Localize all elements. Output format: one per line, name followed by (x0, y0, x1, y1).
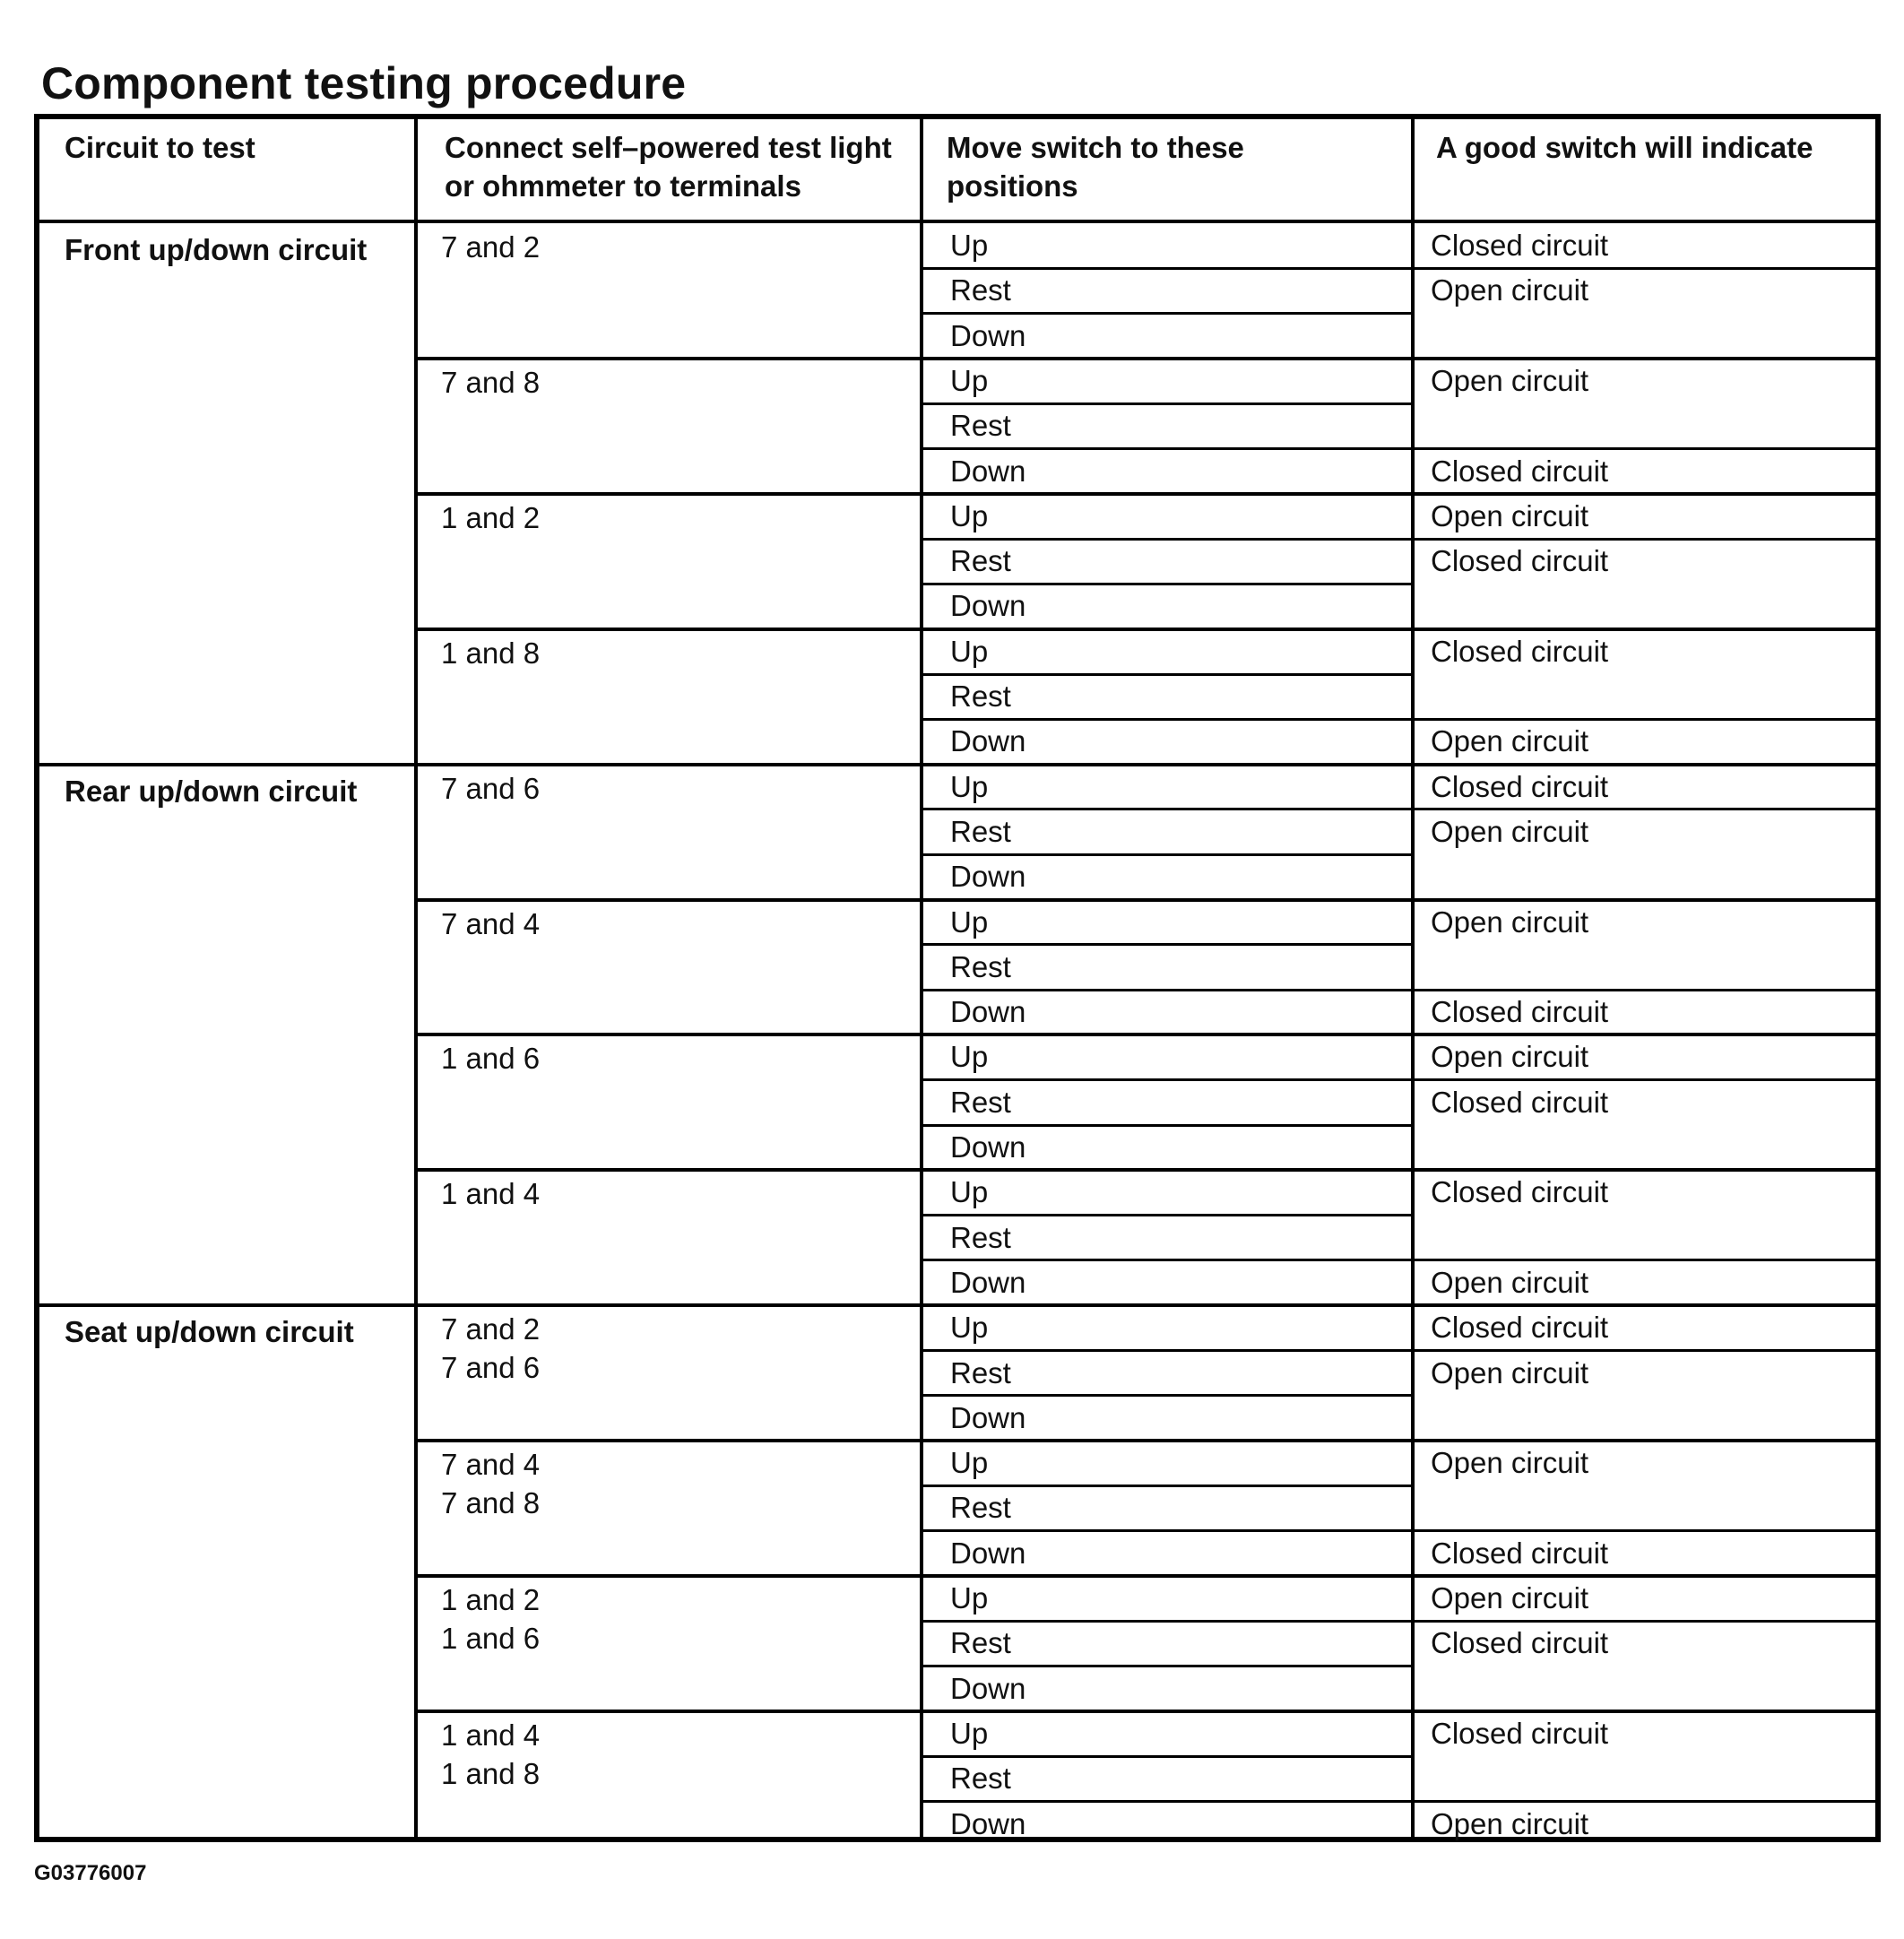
result-cell: Closed circuit (1431, 1175, 1609, 1209)
switch-position-down: Down (950, 724, 1026, 758)
switch-position-rest: Rest (950, 1626, 1011, 1660)
result-cell: Closed circuit (1431, 1626, 1609, 1660)
terminals-cell (416, 494, 922, 629)
page-title: Component testing procedure (41, 58, 687, 108)
switch-position-rest: Rest (950, 273, 1011, 307)
row-divider (922, 1485, 1413, 1487)
terminal-pair: 7 and 4 (441, 1448, 541, 1482)
result-cell: Closed circuit (1431, 995, 1609, 1029)
terminals-cell (416, 1711, 922, 1847)
row-divider (922, 1620, 1413, 1623)
terminal-pair: 1 and 8 (441, 1756, 541, 1790)
terminal-pair: 1 and 6 (441, 1622, 541, 1655)
result-cell: Open circuit (1431, 363, 1589, 397)
row-divider (922, 1755, 1413, 1758)
terminals-cell (416, 629, 922, 765)
result-cell: Open circuit (1431, 1806, 1589, 1840)
result-divider (1413, 1800, 1875, 1803)
result-divider (1413, 1078, 1875, 1081)
row-divider (922, 312, 1413, 315)
terminals-cell (416, 900, 922, 1035)
result-cell: Open circuit (1431, 1581, 1589, 1614)
switch-position-up: Up (950, 363, 989, 397)
switch-position-rest: Rest (950, 544, 1011, 578)
switch-position-rest: Rest (950, 1762, 1011, 1796)
switch-position-down: Down (950, 454, 1026, 488)
terminals-cell (416, 223, 922, 359)
switch-position-rest: Rest (950, 1355, 1011, 1389)
switch-position-down: Down (950, 1130, 1026, 1164)
result-divider (1413, 538, 1875, 541)
result-cell: Open circuit (1431, 905, 1589, 939)
switch-position-up: Up (950, 1581, 989, 1614)
result-cell: Open circuit (1431, 814, 1589, 848)
terminals-cell (416, 1441, 922, 1576)
row-divider (922, 538, 1413, 541)
result-cell: Open circuit (1431, 1355, 1589, 1389)
row-divider (922, 673, 1413, 676)
terminal-pair: 7 and 8 (441, 365, 541, 399)
row-divider (922, 1349, 1413, 1352)
result-cell: Closed circuit (1431, 634, 1609, 668)
terminal-pair: 1 and 4 (441, 1718, 541, 1752)
switch-position-down: Down (950, 1671, 1026, 1705)
switch-position-down: Down (950, 589, 1026, 623)
result-cell: Closed circuit (1431, 1311, 1609, 1345)
row-divider (922, 403, 1413, 405)
row-divider (922, 1800, 1413, 1803)
switch-position-rest: Rest (950, 409, 1011, 443)
row-divider (922, 447, 1413, 450)
row-divider (922, 718, 1413, 721)
switch-position-down: Down (950, 995, 1026, 1029)
switch-position-rest: Rest (950, 1085, 1011, 1119)
result-cell: Open circuit (1431, 724, 1589, 758)
row-divider (922, 808, 1413, 810)
switch-position-up: Up (950, 634, 989, 668)
row-divider (922, 1214, 1413, 1216)
row-divider (922, 1394, 1413, 1397)
switch-position-up: Up (950, 905, 989, 939)
header-positions: Move switch to these positions (947, 131, 1244, 203)
row-divider (922, 989, 1413, 991)
row-divider (922, 853, 1413, 856)
terminal-pair: 7 and 2 (441, 230, 541, 264)
row-divider (922, 1078, 1413, 1081)
terminal-pair: 7 and 8 (441, 1486, 541, 1520)
switch-position-up: Up (950, 769, 989, 803)
row-divider (922, 583, 1413, 585)
result-cell: Open circuit (1431, 1265, 1589, 1299)
terminal-pair: 7 and 6 (441, 1351, 541, 1385)
terminals-cell (416, 1170, 922, 1305)
circuit-group-label: Seat up/down circuit (65, 1315, 354, 1349)
result-cell: Open circuit (1431, 1040, 1589, 1074)
row-divider (922, 267, 1413, 270)
terminal-pair: 7 and 6 (441, 771, 541, 805)
result-divider (1413, 989, 1875, 991)
switch-position-up: Up (950, 1446, 989, 1480)
result-divider (1413, 1349, 1875, 1352)
header-terminals: Connect self–powered test light or ohmmeter to terminals (445, 131, 892, 203)
result-cell: Closed circuit (1431, 1085, 1609, 1119)
switch-position-down: Down (950, 1400, 1026, 1434)
result-divider (1413, 808, 1875, 810)
header-circuit-to-test: Circuit to test (65, 131, 255, 164)
row-divider (922, 1259, 1413, 1261)
result-divider (1413, 1529, 1875, 1532)
result-cell: Closed circuit (1431, 229, 1609, 262)
result-cell: Closed circuit (1431, 454, 1609, 488)
row-divider (922, 943, 1413, 946)
terminals-cell (416, 1305, 922, 1441)
switch-position-down: Down (950, 1536, 1026, 1570)
terminals-cell (416, 1576, 922, 1711)
switch-position-rest: Rest (950, 680, 1011, 713)
switch-position-up: Up (950, 1311, 989, 1345)
switch-position-up: Up (950, 498, 989, 532)
switch-position-rest: Rest (950, 1491, 1011, 1525)
switch-position-up: Up (950, 1716, 989, 1750)
result-cell: Open circuit (1431, 1446, 1589, 1480)
terminal-pair: 1 and 8 (441, 636, 541, 670)
result-cell: Closed circuit (1431, 769, 1609, 803)
circuit-group-label: Rear up/down circuit (65, 774, 358, 808)
terminal-pair: 7 and 4 (441, 906, 541, 940)
result-divider (1413, 718, 1875, 721)
result-cell: Closed circuit (1431, 1536, 1609, 1570)
result-cell: Open circuit (1431, 498, 1589, 532)
result-divider (1413, 1620, 1875, 1623)
result-cell: Closed circuit (1431, 544, 1609, 578)
terminals-cell (416, 1034, 922, 1170)
result-cell: Open circuit (1431, 273, 1589, 307)
result-divider (1413, 267, 1875, 270)
component-testing-table (34, 114, 1881, 1842)
switch-position-up: Up (950, 1040, 989, 1074)
terminal-pair: 1 and 2 (441, 1583, 541, 1616)
row-divider (922, 1529, 1413, 1532)
header-good-switch-indicates: A good switch will indicate (1436, 131, 1813, 164)
switch-position-rest: Rest (950, 949, 1011, 983)
switch-position-down: Down (950, 1806, 1026, 1840)
switch-position-rest: Rest (950, 1220, 1011, 1254)
figure-code: G03776007 (34, 1861, 147, 1885)
switch-position-up: Up (950, 1175, 989, 1209)
terminal-pair: 1 and 6 (441, 1042, 541, 1076)
switch-position-down: Down (950, 1265, 1026, 1299)
result-cell: Closed circuit (1431, 1716, 1609, 1750)
circuit-group-label: Front up/down circuit (65, 233, 368, 266)
switch-position-down: Down (950, 860, 1026, 894)
result-divider (1413, 1259, 1875, 1261)
terminal-pair: 7 and 2 (441, 1312, 541, 1346)
terminals-cell (416, 359, 922, 494)
terminals-cell (416, 765, 922, 900)
terminal-pair: 1 and 4 (441, 1177, 541, 1211)
switch-position-up: Up (950, 229, 989, 262)
terminal-pair: 1 and 2 (441, 500, 541, 534)
switch-position-rest: Rest (950, 814, 1011, 848)
row-divider (922, 1124, 1413, 1127)
row-divider (922, 1665, 1413, 1667)
switch-position-down: Down (950, 318, 1026, 352)
result-divider (1413, 447, 1875, 450)
